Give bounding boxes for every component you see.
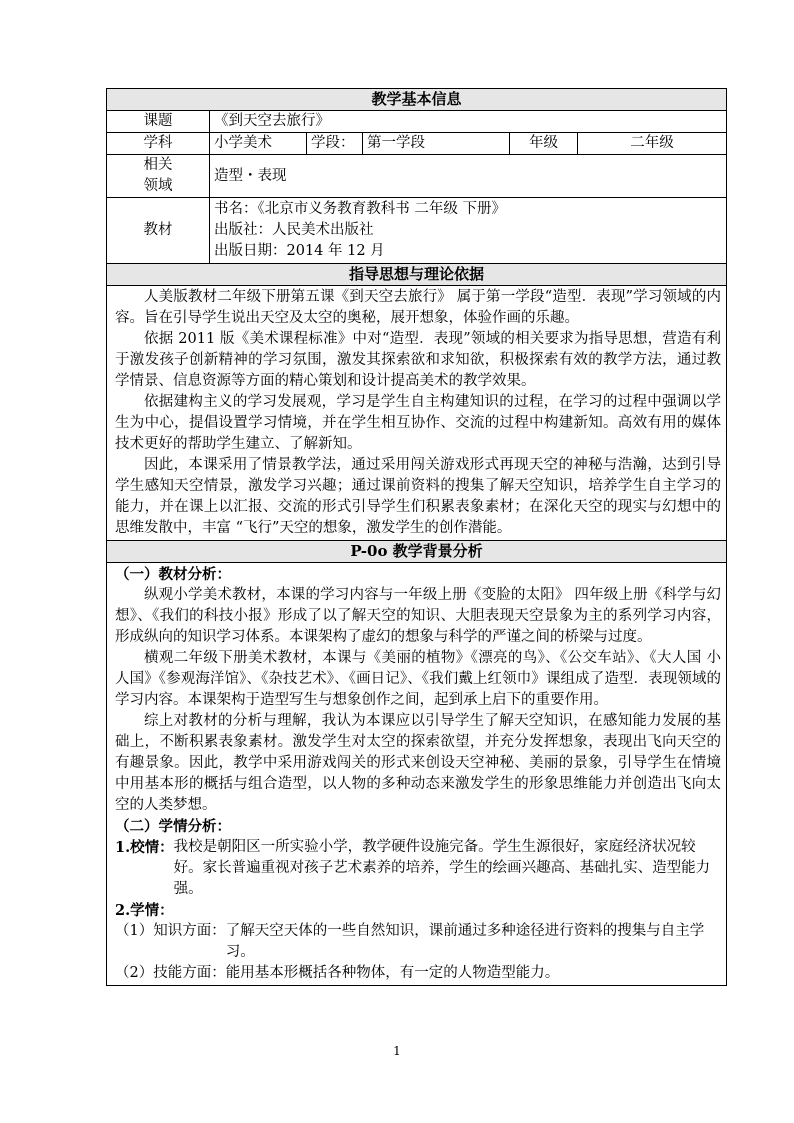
topic-row: [107, 111, 727, 133]
material-paragraph: 横观二年级下册美术教材，本课与《美丽的植物》《漂亮的鸟》、《公交车站》、《大人国 小人国》《参观海洋馆》、《杂技艺术》、《画日记》、《我们戴上红领巾》课组成了造型．表现领域的学习内容。本课架构于造型写生与想象创作之间，起到承上启下的重要作用。: [115, 650, 722, 708]
grade-label: 年级: [510, 133, 578, 155]
textbook-book: 书名：《北京市义务教育教科书 二年级 下册》: [214, 201, 506, 217]
textbook-publisher: 出版社：人民美术出版社: [214, 222, 374, 238]
domain-row: [107, 155, 727, 198]
domain-value: 造型・表现: [210, 155, 727, 198]
lesson-plan-table: [106, 88, 727, 986]
basic-info-section-title: 教学基本信息: [107, 89, 727, 111]
learner-analysis-title: （二）学情分析：: [115, 818, 231, 835]
basic-info-header-row: [107, 89, 727, 111]
stage-label: 学段：: [307, 133, 363, 155]
background-body-row: [107, 563, 727, 986]
subject-label: 学科: [107, 133, 210, 155]
theory-paragraph: 依据 2011 版《美术课程标准》中对“造型．表现”领域的相关要求为指导思想，营造有利于激发孩子创新精神的学习氛围，激发其探索欲和求知欲，积极探索有效的教学方法，通过教学情景、信息资源等方面的精心策划和设计提高美术的教学效果。: [115, 331, 722, 389]
skill-aspect-value: 能用基本形概括各种物体，有一定的人物造型能力。: [225, 965, 560, 981]
subject-value: 小学美术: [210, 133, 307, 155]
knowledge-aspect-value: 了解天空天体的一些自然知识，课前通过多种途径进行资料的搜集与自主学习。: [225, 923, 705, 960]
student-situation-key: 2.学情：: [115, 902, 174, 919]
material-paragraph: 纵观小学美术教材，本课的学习内容与一年级上册《变脸的太阳》 四年级上册《科学与幻想》、《我们的科技小报》形成了以了解天空的知识、大胆表现天空景象为主的系列学习内容，形成纵向的知识学习体系。本课架构了虚幻的想象与科学的严谨之间的桥梁与过度。: [115, 587, 722, 645]
material-analysis-title: （一）教材分析：: [115, 566, 231, 583]
skill-aspect: [115, 963, 721, 984]
skill-aspect-key: （2）技能方面：: [115, 965, 226, 981]
textbook-label: 教材: [107, 198, 210, 264]
school-situation: [115, 837, 721, 900]
theory-paragraph: 因此，本课采用了情景教学法，通过采用闯关游戏形式再现天空的神秘与浩瀚，达到引导学生感知天空情景，激发学习兴趣；通过课前资料的搜集了解天空知识，培养学生自主学习的能力，并在课上以汇报、交流的形式引导学生们积累表象素材；在深化天空的现实与幻想中的思维发散中，丰富 “飞行”天空的想象，激发学生的创作潜能。: [115, 457, 722, 536]
topic-label: 课题: [107, 111, 210, 133]
knowledge-aspect: [115, 921, 721, 963]
theory-body: [107, 286, 727, 541]
domain-label-line-1: 相关: [143, 157, 173, 173]
textbook-date: 出版日期：2014 年 12 月: [214, 243, 385, 259]
topic-value: 《到天空去旅行》: [210, 111, 727, 133]
theory-body-row: [107, 286, 727, 541]
theory-section-title: 指导思想与理论依据: [107, 264, 727, 286]
page-number: 1: [393, 1044, 401, 1058]
school-situation-key: 1.校情：: [115, 839, 174, 856]
subject-row: [107, 133, 727, 155]
background-header-row: [107, 541, 727, 563]
material-paragraph: 综上对教材的分析与理解，我认为本课应以引导学生了解天空知识，在感知能力发展的基础上，不断积累表象素材。激发学生对太空的探索欲望，并充分发挥想象，表现出飞向天空的有趣景象。因此，教学中采用游戏闯关的形式来创设天空神秘、美丽的景象，引导学生在情境中用基本形的概括与组合造型，以人物的多种动态来激发学生的形象思维能力并创造出飞向太空的人类梦想。: [115, 713, 722, 813]
lesson-plan-sheet: [106, 88, 726, 986]
background-section-title: P-0o 教学背景分析: [107, 541, 727, 563]
school-situation-value: 我校是朝阳区一所实验小学，教学硬件设施完备。学生生源很好，家庭经济状况较好。家长普遍重视对孩子艺术素养的培养，学生的绘画兴趣高、基础扎实、造型能力强。: [173, 839, 711, 897]
grade-value: 二年级: [578, 133, 727, 155]
knowledge-aspect-key: （1）知识方面：: [115, 923, 226, 939]
textbook-row: [107, 198, 727, 264]
stage-value: 第一学段: [363, 133, 510, 155]
theory-paragraph: 人美版教材二年级下册第五课《到天空去旅行》 属于第一学段“造型．表现”学习领域的内容。旨在引导学生说出天空及太空的奥秘，展开想象，体验作画的乐趣。: [115, 289, 722, 326]
textbook-details: [210, 198, 727, 264]
theory-header-row: [107, 264, 727, 286]
background-body: [107, 563, 727, 986]
theory-paragraph: 依据建构主义的学习发展观，学习是学生自主构建知识的过程，在学习的过程中强调以学生为中心，提倡设置学习情境，并在学生相互协作、交流的过程中构建新知。高效有用的媒体技术更好的帮助学生建立、了解新知。: [115, 394, 722, 452]
domain-label-line-2: 领域: [143, 178, 173, 194]
domain-label: [107, 155, 210, 198]
